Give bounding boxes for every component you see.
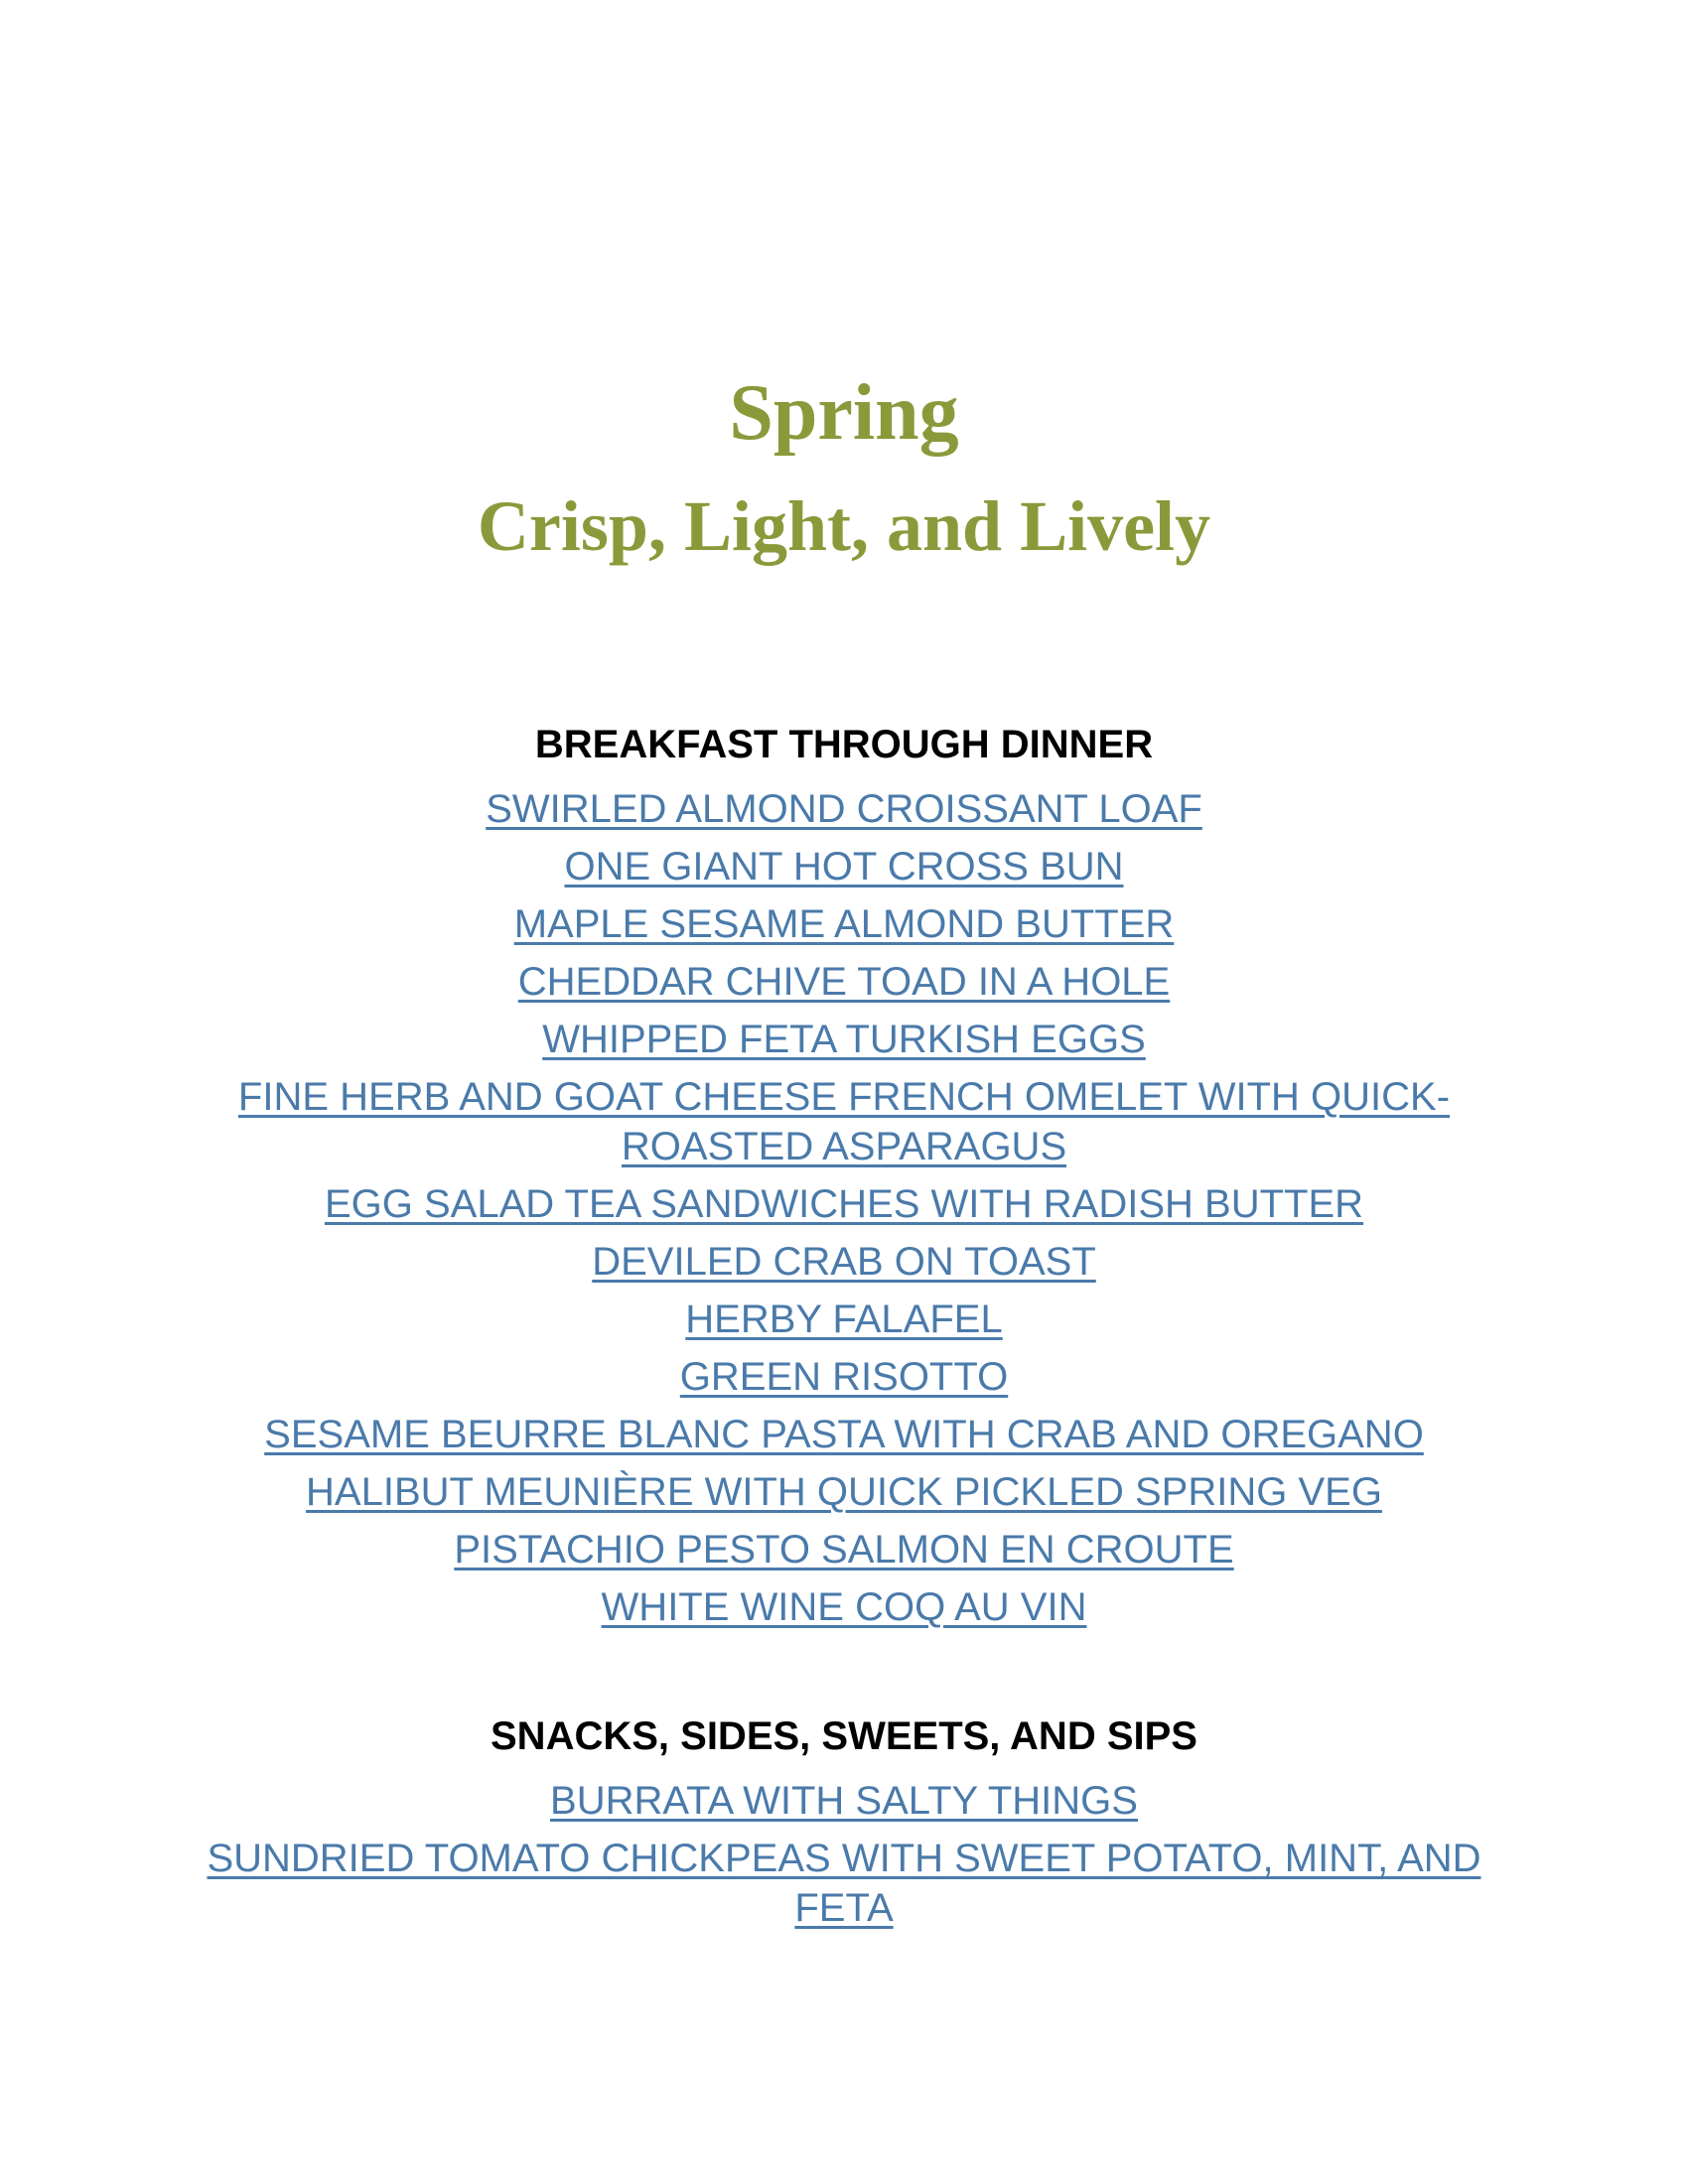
list-item: [199, 1830, 1489, 1937]
list-item: [199, 1348, 1489, 1406]
list-item: [199, 1578, 1489, 1636]
recipe-link[interactable]: EGG SALAD TEA SANDWICHES WITH RADISH BUTTER: [324, 1182, 1364, 1226]
section-heading: SNACKS, SIDES, SWEETS, AND SIPS: [491, 1714, 1197, 1758]
list-item: [199, 1175, 1489, 1233]
section-breakfast-through-dinner: [199, 715, 1489, 1636]
recipe-link[interactable]: SUNDRIED TOMATO CHICKPEAS WITH SWEET POTATO, MINT, AND FETA: [207, 1837, 1481, 1930]
recipe-link[interactable]: ONE GIANT HOT CROSS BUN: [564, 845, 1124, 888]
list-item: [199, 1233, 1489, 1291]
list-item: [199, 895, 1489, 953]
list-item: [199, 1406, 1489, 1463]
recipe-list: [199, 780, 1489, 1636]
recipe-link[interactable]: CHEDDAR CHIVE TOAD IN A HOLE: [517, 960, 1171, 1004]
list-item: [199, 1521, 1489, 1578]
recipe-link[interactable]: SWIRLED ALMOND CROISSANT LOAF: [486, 787, 1202, 831]
section-snacks-sides-sweets-sips: [199, 1706, 1489, 1937]
recipe-link[interactable]: PISTACHIO PESTO SALMON EN CROUTE: [454, 1528, 1234, 1571]
recipe-link[interactable]: DEVILED CRAB ON TOAST: [592, 1240, 1096, 1284]
list-item: [199, 1011, 1489, 1068]
list-item: [199, 1068, 1489, 1175]
list-item: [199, 1291, 1489, 1348]
page-subtitle: Crisp, Light, and Lively: [477, 486, 1211, 566]
recipe-link[interactable]: SESAME BEURRE BLANC PASTA WITH CRAB AND OREGANO: [264, 1413, 1424, 1456]
recipe-link[interactable]: WHITE WINE COQ AU VIN: [601, 1585, 1087, 1629]
recipe-list: [199, 1772, 1489, 1937]
recipe-link[interactable]: GREEN RISOTTO: [679, 1355, 1009, 1399]
list-item: [199, 1772, 1489, 1830]
recipe-link[interactable]: WHIPPED FETA TURKISH EGGS: [542, 1018, 1146, 1061]
recipe-link[interactable]: BURRATA WITH SALTY THINGS: [550, 1779, 1138, 1823]
list-item: [199, 780, 1489, 838]
recipe-link[interactable]: HALIBUT MEUNIÈRE WITH QUICK PICKLED SPRING VEG: [306, 1470, 1382, 1514]
section-heading: BREAKFAST THROUGH DINNER: [534, 723, 1154, 766]
recipe-link[interactable]: FINE HERB AND GOAT CHEESE FRENCH OMELET WITH QUICK-ROASTED ASPARAGUS: [237, 1075, 1451, 1168]
list-item: [199, 1463, 1489, 1521]
page-title: Spring: [729, 369, 959, 457]
recipe-link[interactable]: MAPLE SESAME ALMOND BUTTER: [513, 902, 1175, 946]
list-item: [199, 953, 1489, 1011]
recipe-link[interactable]: HERBY FALAFEL: [685, 1297, 1003, 1341]
title-block: [0, 357, 1688, 584]
list-item: [199, 838, 1489, 895]
